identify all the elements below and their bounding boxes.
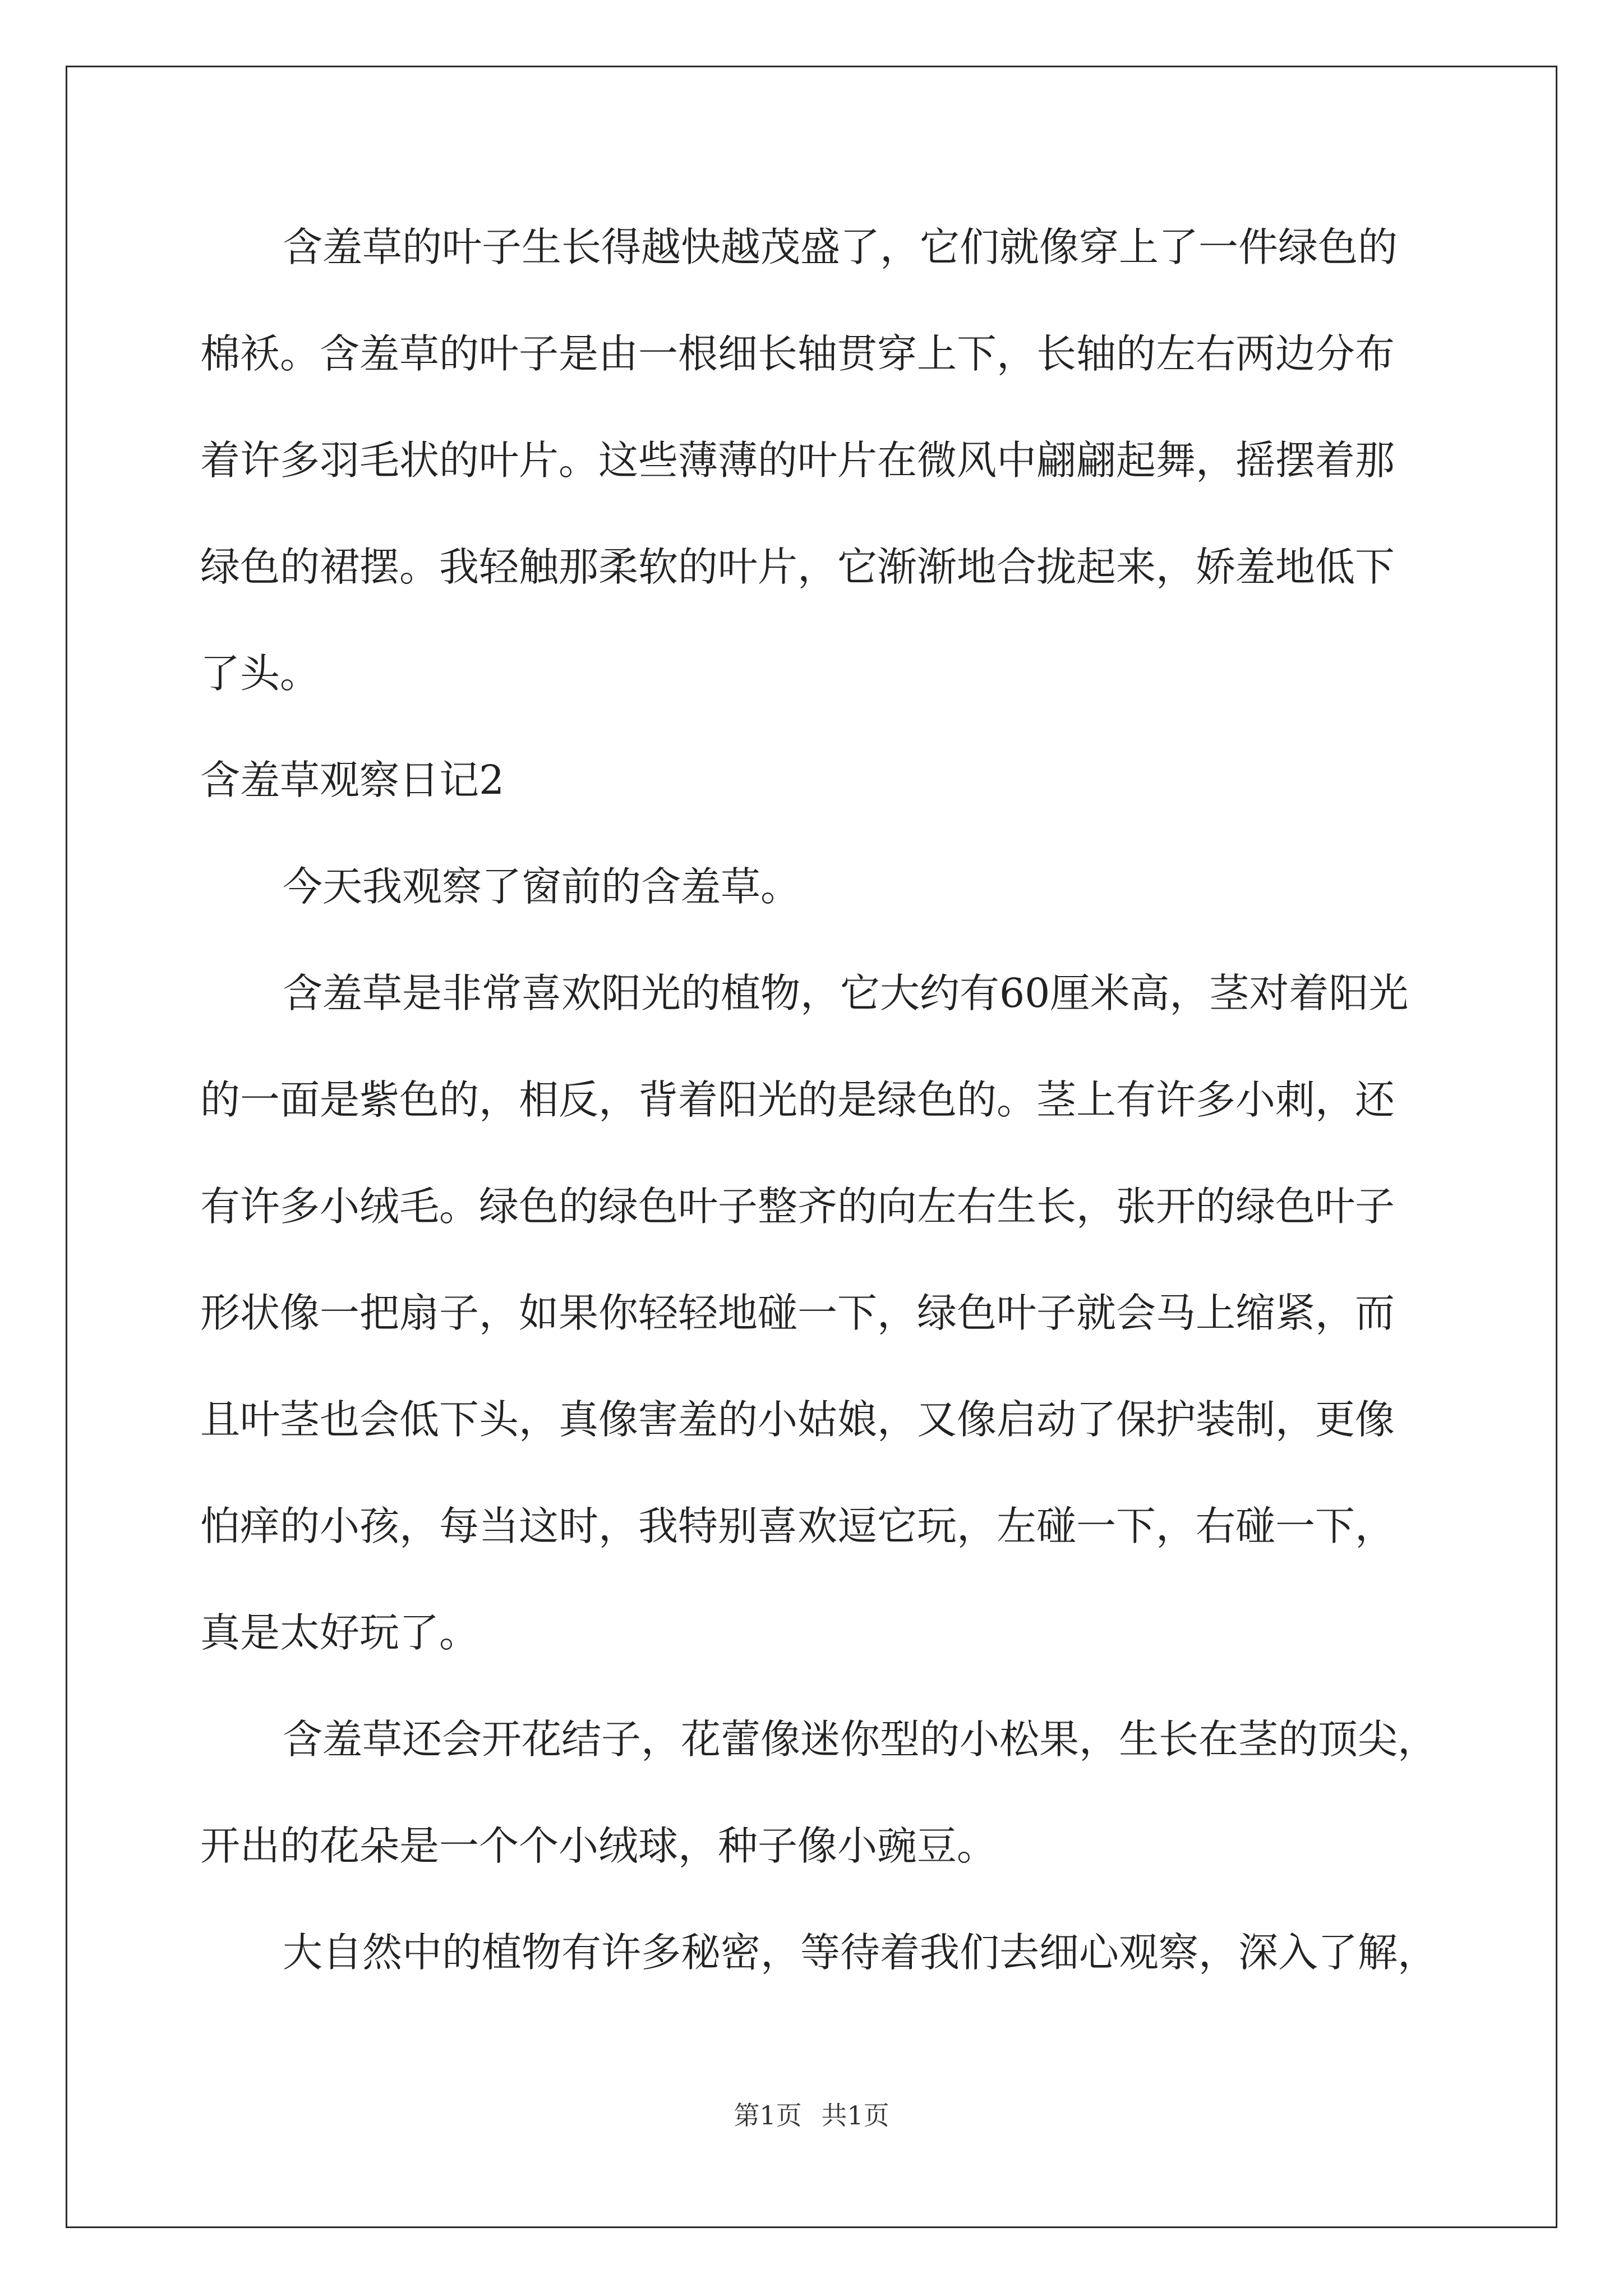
paragraph-3-line-3: 有许多小绒毛。绿色的绿色叶子整齐的向左右生长，张开的绿色叶子 <box>200 1183 1395 1230</box>
paragraph-3-line-1: 含羞草是非常喜欢阳光的植物，它大约有60厘米高，茎对着阳光 <box>283 970 1409 1016</box>
paragraph-1-line-3: 着许多羽毛状的叶片。这些薄薄的叶片在微风中翩翩起舞，摇摆着那 <box>200 437 1395 484</box>
paragraph-1-line-4: 绿色的裙摆。我轻触那柔软的叶片，它渐渐地合拢起来，娇羞地低下 <box>200 544 1395 590</box>
paragraph-2-line-1: 今天我观察了窗前的含羞草。 <box>283 863 801 910</box>
paragraph-3-line-2: 的一面是紫色的，相反，背着阳光的是绿色的。茎上有许多小刺，还 <box>200 1076 1395 1123</box>
paragraph-3-line-4: 形状像一把扇子，如果你轻轻地碰一下，绿色叶子就会马上缩紧，而 <box>200 1290 1395 1336</box>
page-border <box>66 66 1557 2228</box>
paragraph-3-line-7: 真是太好玩了。 <box>200 1609 479 1656</box>
page-footer <box>0 2095 1623 2132</box>
paragraph-1-line-1: 含羞草的叶子生长得越快越茂盛了，它们就像穿上了一件绿色的 <box>283 224 1398 270</box>
paragraph-4-line-2: 开出的花朵是一个个小绒球，种子像小豌豆。 <box>200 1823 997 1869</box>
section-heading: 含羞草观察日记2 <box>200 757 505 803</box>
paragraph-3-line-6: 怕痒的小孩，每当这时，我特别喜欢逗它玩，左碰一下，右碰一下， <box>200 1503 1395 1549</box>
page-number: 第1页 <box>734 2100 802 2131</box>
paragraph-4-line-1: 含羞草还会开花结子，花蕾像迷你型的小松果，生长在茎的顶尖， <box>283 1716 1438 1763</box>
paragraph-5-line-1: 大自然中的植物有许多秘密，等待着我们去细心观察，深入了解， <box>283 1929 1438 1976</box>
page-total: 共1页 <box>821 2100 889 2131</box>
paragraph-1-line-2: 棉袄。含羞草的叶子是由一根细长轴贯穿上下，长轴的左右两边分布 <box>200 330 1395 377</box>
paragraph-1-line-5: 了头。 <box>200 650 320 697</box>
paragraph-3-line-5: 且叶茎也会低下头，真像害羞的小姑娘，又像启动了保护装制，更像 <box>200 1396 1395 1443</box>
